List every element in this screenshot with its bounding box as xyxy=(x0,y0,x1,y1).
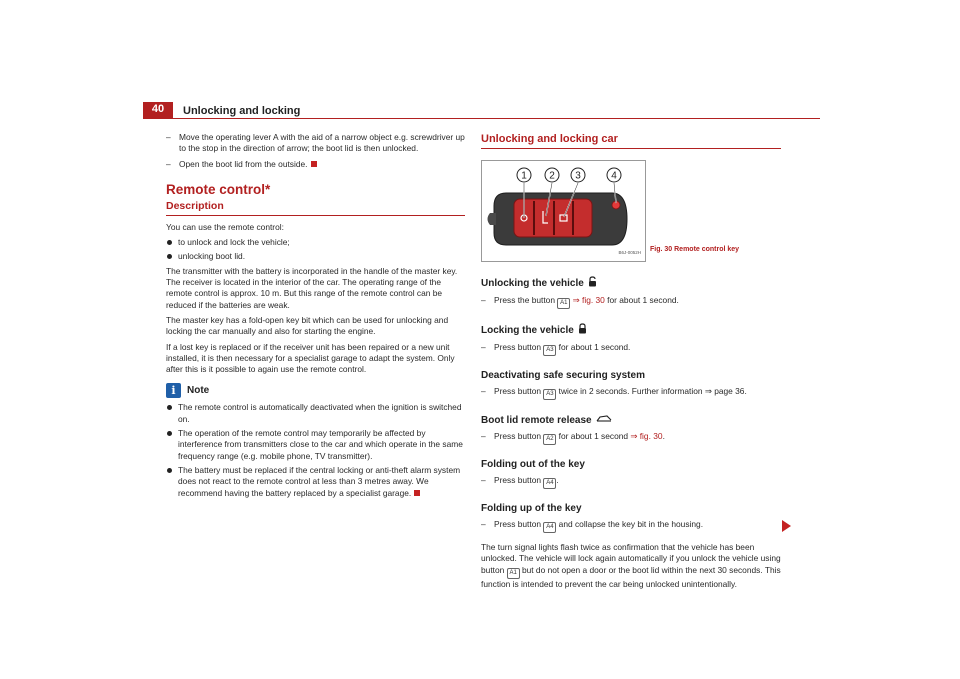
right-column xyxy=(481,133,781,594)
list-item: The battery must be replaced if the central locking or anti-theft alarm system does not react to the remote control at less than 3 metres away. We recommend having the battery replaced by a specialist garage. xyxy=(166,465,465,499)
list-item: unlocking boot lid. xyxy=(166,251,465,262)
svg-text:4: 4 xyxy=(611,170,617,182)
paragraph: You can use the remote control: xyxy=(166,221,284,232)
subsection-title: Description xyxy=(166,200,465,216)
car-boot-icon xyxy=(596,414,612,427)
action-title-lock: Locking the vehicle xyxy=(481,323,781,338)
bullet-icon xyxy=(167,405,172,410)
lock-icon xyxy=(578,323,587,338)
next-page-arrow-icon xyxy=(782,520,791,532)
page-number: 40 xyxy=(151,103,165,115)
left-column xyxy=(166,132,465,502)
action-step-fold-up: – Press button A4 and collapse the key bit in the housing. xyxy=(481,519,781,533)
page-header-title: Unlocking and locking xyxy=(183,105,301,117)
unlock-icon xyxy=(588,276,598,291)
end-of-section-icon xyxy=(414,490,420,496)
bullet-icon xyxy=(167,431,172,436)
action-step-unlock: – Press the button A1 ⇒ fig. 30 for about 1 second. xyxy=(481,295,781,309)
note-title: Note xyxy=(187,385,210,397)
intro-step-2: – Open the boot lid from the outside. xyxy=(166,159,465,170)
action-step-boot-release: – Press button A2 for about 1 second ⇒ fig. 30. xyxy=(481,431,781,445)
paragraph: The transmitter with the battery is incorporated in the handle of the master key. The receiver is located in the interior of the car. The operating range of the remote control is approx. 10 m. But this range of the remote control can be reduced if the batteries are weak. xyxy=(166,265,458,310)
action-title-fold-out: Folding out of the key xyxy=(481,459,585,470)
header-divider xyxy=(143,118,820,119)
key-ref: A2 xyxy=(543,434,556,445)
key-ref: A3 xyxy=(543,389,556,400)
action-step-lock: – Press button A3 for about 1 second. xyxy=(481,342,781,356)
paragraph-turn-signal: The turn signal lights flash twice as confirmation that the vehicle has been unlocked. The vehicle will lock again automatically if you unlock the vehicle using button A1 but do not open a door or the boot lid within the next 30 seconds. This function is intended to prevent the car being unlocked unintentionally. xyxy=(481,542,781,589)
key-ref: A3 xyxy=(543,345,556,356)
figure-caption: Fig. 30 Remote control key xyxy=(650,246,740,253)
figure-link[interactable]: ⇒ fig. 30 xyxy=(572,295,605,305)
action-title-fold-up: Folding up of the key xyxy=(481,503,582,514)
intro-step-1: – Move the operating lever A with the aid of a narrow object e.g. screwdriver up to the stop in the direction of arrow; the boot lid is then unlocked. xyxy=(166,132,465,154)
callout-4 xyxy=(607,168,621,182)
list-item: The remote control is automatically deactivated when the ignition is switched on. xyxy=(166,402,465,425)
bullet-icon xyxy=(167,468,172,473)
section-title-right: Unlocking and locking car xyxy=(481,133,781,149)
action-title-boot-release: Boot lid remote release xyxy=(481,414,781,427)
paragraph: The master key has a fold-open key bit which can be used for unlocking and locking the car manually and also for starting the engine. xyxy=(166,314,449,337)
bullet-icon xyxy=(167,254,172,259)
key-ref: A1 xyxy=(507,568,520,579)
section-title: Remote control* xyxy=(166,181,271,197)
svg-text:3: 3 xyxy=(575,170,581,182)
action-title-deactivate: Deactivating safe securing system xyxy=(481,370,645,381)
list-item: The operation of the remote control may temporarily be affected by interference from transmitters close to the car and which operate in the same frequency range (e.g. mobile phone, TV transmitter). xyxy=(166,428,465,462)
end-of-section-icon xyxy=(311,161,317,167)
callout-1 xyxy=(517,168,531,182)
action-step-deactivate: – Press button A3 twice in 2 seconds. Further information ⇒ page 36. xyxy=(481,386,781,400)
bullet-icon xyxy=(167,240,172,245)
key-ref: A1 xyxy=(557,298,570,309)
figure-link[interactable]: ⇒ fig. 30 xyxy=(630,431,663,441)
figure-code: B6J-0052H xyxy=(618,249,641,255)
info-icon: i xyxy=(166,383,181,398)
action-title-unlock: Unlocking the vehicle xyxy=(481,276,781,291)
list-item: to unlock and lock the vehicle; xyxy=(166,237,465,248)
key-ref: A4 xyxy=(543,478,556,489)
key-ref: A4 xyxy=(543,522,556,533)
paragraph: If a lost key is replaced or if the receiver unit has been repaired or a new unit installed, it is then necessary for a specialist garage to adapt the system. Only after this is it possible to again use the remote control. xyxy=(166,341,455,375)
svg-text:2: 2 xyxy=(549,170,555,182)
callout-3 xyxy=(571,168,585,182)
svg-text:1: 1 xyxy=(521,170,527,182)
callout-2 xyxy=(545,168,559,182)
action-step-fold-out: – Press button A4 . xyxy=(481,475,781,489)
note-header xyxy=(166,383,465,398)
remote-key-figure xyxy=(481,160,646,262)
